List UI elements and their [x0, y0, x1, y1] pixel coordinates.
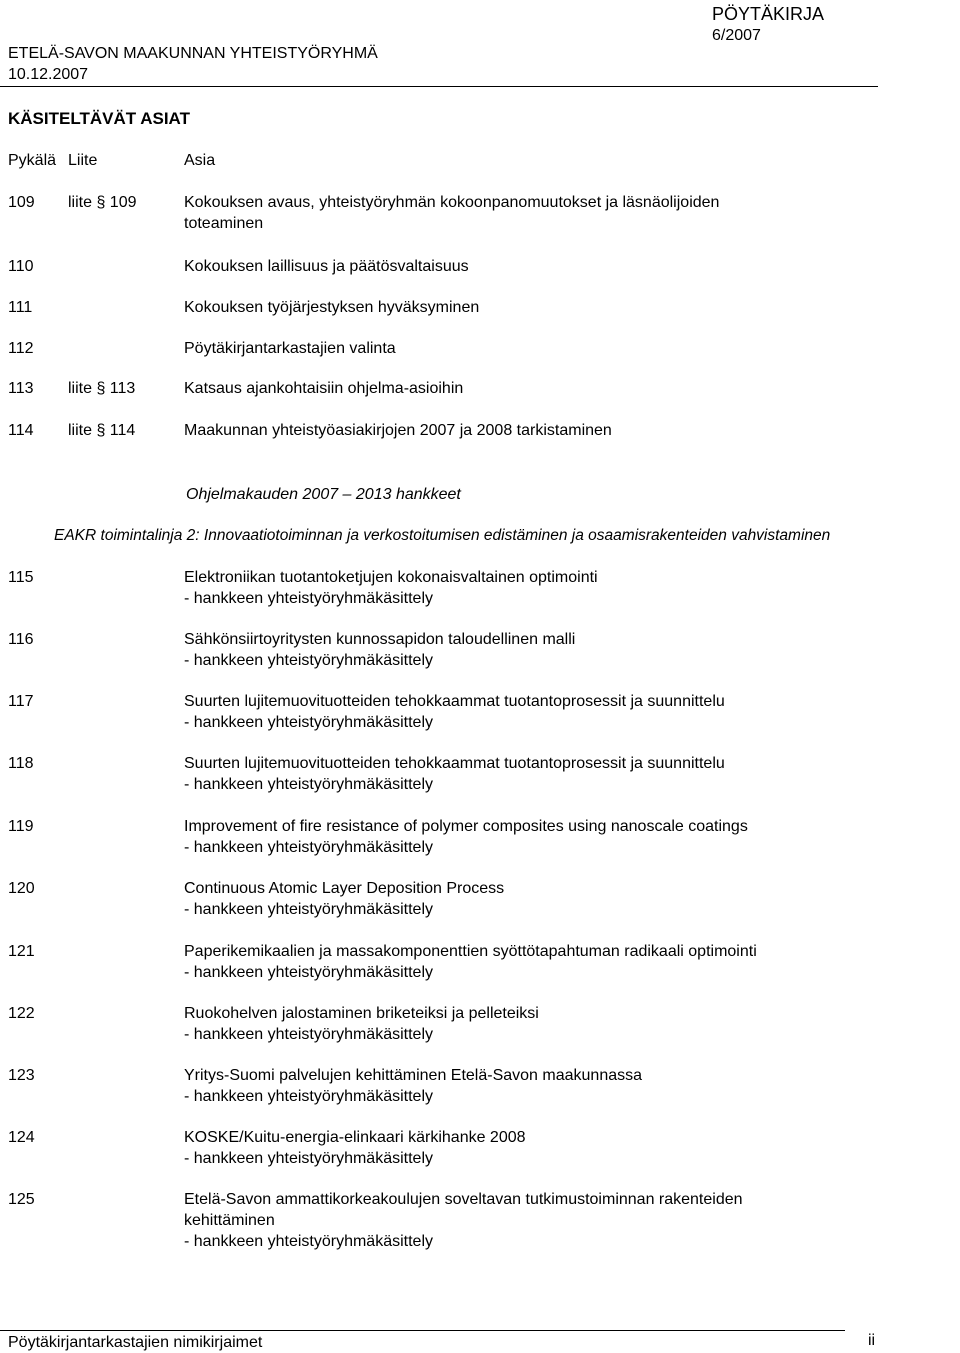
project-title: Suurten lujitemuovituotteiden tehokkaammat tuotantoprosessit ja suunnittelu [184, 755, 725, 772]
item-title: Pöytäkirjantarkastajien valinta [184, 340, 396, 357]
meeting-date: 10.12.2007 [8, 66, 89, 83]
project-subtitle: - hankkeen yhteistyöryhmäkäsittely [184, 1150, 433, 1167]
project-subtitle: - hankkeen yhteistyöryhmäkäsittely [184, 714, 433, 731]
organization-name: ETELÄ-SAVON MAAKUNNAN YHTEISTYÖRYHMÄ [8, 45, 378, 62]
document-type: PÖYTÄKIRJA [712, 4, 825, 24]
project-subtitle: - hankkeen yhteistyöryhmäkäsittely [184, 964, 433, 981]
project-title: KOSKE/Kuitu-energia-elinkaari kärkihanke 2008 [184, 1129, 526, 1146]
project-title: Elektroniikan tuotantoketjujen kokonaisvaltainen optimointi [184, 569, 598, 586]
document-number: 6/2007 [712, 27, 761, 44]
project-subtitle: - hankkeen yhteistyöryhmäkäsittely [184, 590, 433, 607]
project-number: 123 [8, 1067, 35, 1084]
project-number: 117 [8, 693, 34, 710]
project-number: 115 [8, 569, 34, 586]
project-subtitle: - hankkeen yhteistyöryhmäkäsittely [184, 776, 433, 793]
item-number: 110 [8, 258, 34, 275]
project-number: 116 [8, 631, 34, 648]
project-title: Sähkönsiirtoyritysten kunnossapidon taloudellinen malli [184, 631, 576, 648]
section-title: KÄSITELTÄVÄT ASIAT [8, 109, 190, 128]
project-title: Improvement of fire resistance of polymer composites using nanoscale coatings [184, 818, 748, 835]
page-number: ii [868, 1332, 876, 1349]
signature-label: Pöytäkirjantarkastajien nimikirjaimet [8, 1334, 263, 1351]
project-title: Ruokohelven jalostaminen briketeiksi ja pelleteiksi [184, 1005, 539, 1022]
project-number: 118 [8, 755, 34, 772]
project-subtitle: - hankkeen yhteistyöryhmäkäsittely [184, 839, 433, 856]
item-title: Kokouksen laillisuus ja päätösvaltaisuus [184, 258, 469, 275]
project-number: 122 [8, 1005, 35, 1022]
project-title: Etelä-Savon ammattikorkeakoulujen soveltavan tutkimustoiminnan rakenteiden [184, 1191, 743, 1208]
project-number: 124 [8, 1129, 35, 1146]
item-title: Maakunnan yhteistyöasiakirjojen 2007 ja 2008 tarkistaminen [184, 422, 612, 439]
project-title: Suurten lujitemuovituotteiden tehokkaammat tuotantoprosessit ja suunnittelu [184, 693, 725, 710]
item-number: 111 [8, 299, 33, 316]
item-number: 114 [8, 422, 34, 439]
attachment-ref: liite § 114 [68, 422, 136, 439]
program-heading: Ohjelmakauden 2007 – 2013 hankkeet [186, 486, 461, 503]
project-number: 125 [8, 1191, 35, 1208]
project-title: Continuous Atomic Layer Deposition Process [184, 880, 505, 897]
project-number: 119 [8, 818, 34, 835]
item-number: 113 [8, 380, 34, 397]
project-title: Yritys-Suomi palvelujen kehittäminen Etelä-Savon maakunnassa [184, 1067, 643, 1084]
project-number: 121 [8, 943, 35, 960]
attachment-ref: liite § 113 [68, 380, 136, 397]
item-title: Kokouksen työjärjestyksen hyväksyminen [184, 299, 480, 316]
item-title: Katsaus ajankohtaisiin ohjelma-asioihin [184, 380, 464, 397]
item-title-continued: toteaminen [184, 215, 264, 232]
project-number: 120 [8, 880, 35, 897]
project-subtitle: - hankkeen yhteistyöryhmäkäsittely [184, 1088, 433, 1105]
priority-heading: EAKR toimintalinja 2: Innovaatiotoiminnan ja verkostoitumisen edistäminen ja osaamisrakenteiden vahvistaminen [54, 527, 831, 544]
column-header-liite: Liite [68, 152, 98, 169]
project-subtitle: - hankkeen yhteistyöryhmäkäsittely [184, 901, 433, 918]
item-title: Kokouksen avaus, yhteistyöryhmän kokoonpanomuutokset ja läsnäolijoiden [184, 194, 720, 211]
column-header-pykala: Pykälä [8, 152, 57, 169]
item-number: 112 [8, 340, 34, 357]
project-subtitle: - hankkeen yhteistyöryhmäkäsittely [184, 652, 433, 669]
footer-rule [0, 1330, 845, 1331]
project-title: Paperikemikaalien ja massakomponenttien syöttötapahtuman radikaali optimointi [184, 943, 757, 960]
project-subtitle: - hankkeen yhteistyöryhmäkäsittely [184, 1026, 433, 1043]
project-title-continued: kehittäminen [184, 1212, 275, 1229]
item-number: 109 [8, 194, 35, 211]
attachment-ref: liite § 109 [68, 194, 137, 211]
column-header-asia: Asia [184, 152, 216, 169]
project-subtitle: - hankkeen yhteistyöryhmäkäsittely [184, 1233, 433, 1250]
header-rule [0, 86, 878, 87]
